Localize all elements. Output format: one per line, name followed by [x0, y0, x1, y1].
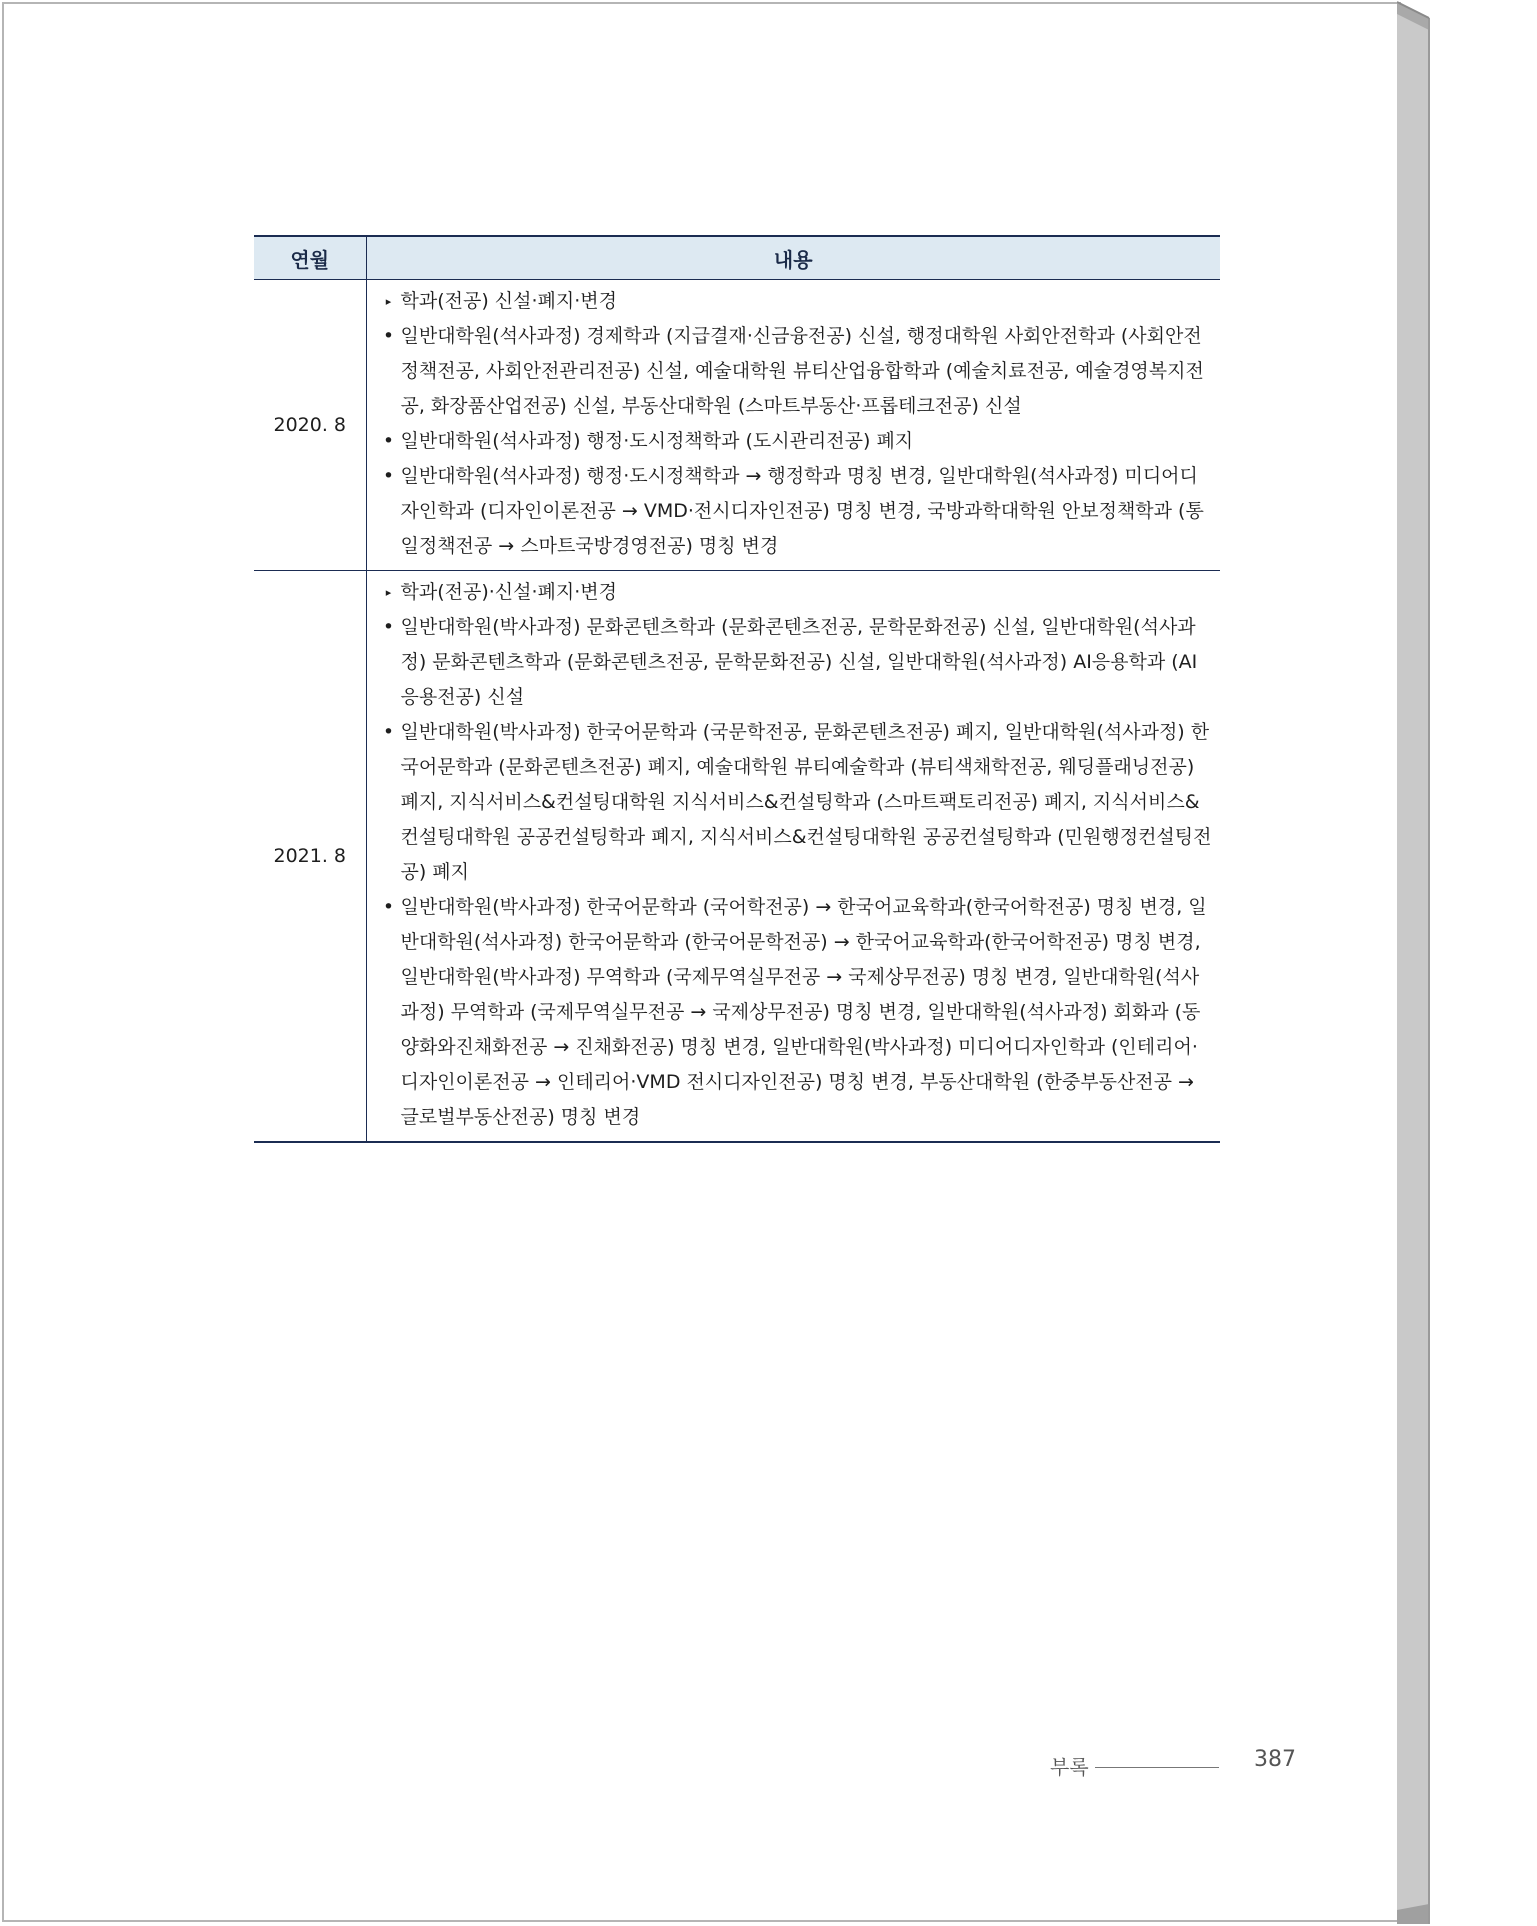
dot-bullet-icon: • [382, 721, 395, 743]
date-cell: 2021. 8 [254, 571, 366, 1143]
table-row [254, 280, 1220, 571]
dot-bullet-icon: • [382, 616, 395, 638]
list-item-text: 학과(전공) 신설·폐지·변경 [400, 290, 617, 312]
list-item [377, 890, 1215, 1135]
table-row [254, 571, 1220, 1143]
dot-bullet-icon: • [382, 465, 395, 487]
dot-bullet-icon: • [382, 896, 395, 918]
history-table-container [254, 235, 1220, 1143]
list-item-text: 일반대학원(박사과정) 한국어문학과 (국문학전공, 문화콘텐츠전공) 폐지, 일반대학원(석사과정) 한국어문학과 (문화콘텐츠전공) 폐지, 예술대학원 뷰티예술학과 (뷰티색채학전공, 웨딩플래닝전공) 폐지, 지식서비스&컨설팅대학원 지식서비스&컨설팅학과 (스마트팩토리전공) 폐지, 지식서비스&컨설팅대학원 공공컨설팅학과 폐지, 지식서비스&컨설팅대학원 공공컨설팅학과 (민원행정컨설팅전공) 폐지 [400, 721, 1212, 883]
date-cell: 2020. 8 [254, 280, 366, 571]
table-body [254, 280, 1220, 1143]
page-stack-edge [1397, 0, 1537, 1926]
list-item-text: 일반대학원(석사과정) 경제학과 (지급결재·신금융전공) 신설, 행정대학원 사회안전학과 (사회안전정책전공, 사회안전관리전공) 신설, 예술대학원 뷰티산업융합학과 (예술치료전공, 예술경영복지전공, 화장품산업전공) 신설, 부동산대학원 (스마트부동산·프롭테크전공) 신설 [400, 325, 1204, 417]
header-content: 내용 [366, 236, 1220, 280]
list-item [377, 575, 1215, 610]
list-item [377, 610, 1215, 715]
list-item-text: 일반대학원(석사과정) 행정·도시정책학과 → 행정학과 명칭 변경, 일반대학원(석사과정) 미디어디자인학과 (디자인이론전공 → VMD·전시디자인전공) 명칭 변경, 국방과학대학원 안보정책학과 (통일정책전공 → 스마트국방경영전공) 명칭 변경 [400, 465, 1204, 557]
list-item [377, 319, 1215, 424]
header-date: 연월 [254, 236, 366, 280]
content-cell [366, 280, 1220, 571]
content-cell [366, 571, 1220, 1143]
header-row [254, 236, 1220, 280]
list-item [377, 459, 1215, 564]
list-item-text: 학과(전공)·신설·폐지·변경 [400, 581, 617, 603]
footer-divider [1095, 1767, 1219, 1768]
history-table [254, 235, 1220, 1143]
list-item [377, 715, 1215, 890]
triangle-bullet-icon: ▸ [385, 586, 392, 599]
footer-section-label: 부록 [1050, 1755, 1089, 1779]
dot-bullet-icon: • [382, 430, 395, 452]
list-item-text: 일반대학원(박사과정) 문화콘텐츠학과 (문화콘텐츠전공, 문학문화전공) 신설, 일반대학원(석사과정) 문화콘텐츠학과 (문화콘텐츠전공, 문학문화전공) 신설, 일반대학원(석사과정) AI응용학과 (AI응용전공) 신설 [400, 616, 1198, 708]
list-item [377, 424, 1215, 459]
list-item [377, 284, 1215, 319]
page-number: 387 [1254, 1747, 1296, 1772]
list-item-text: 일반대학원(석사과정) 행정·도시정책학과 (도시관리전공) 폐지 [400, 430, 914, 452]
list-item-text: 일반대학원(박사과정) 한국어문학과 (국어학전공) → 한국어교육학과(한국어학전공) 명칭 변경, 일반대학원(석사과정) 한국어문학과 (한국어문학전공) → 한국어교육학과(한국어학전공) 명칭 변경, 일반대학원(박사과정) 무역학과 (국제무역실무전공 → 국제상무전공) 명칭 변경, 일반대학원(석사과정) 무역학과 (국제무역실무전공 → 국제상무전공) 명칭 변경, 일반대학원(석사과정) 회화과 (동양화와진채화전공 → 진채화전공) 명칭 변경, 일반대학원(박사과정) 미디어디자인학과 (인테리어·디자인이론전공 → 인테리어·VMD 전시디자인전공) 명칭 변경, 부동산대학원 (한중부동산전공 → 글로벌부동산전공) 명칭 변경 [400, 896, 1207, 1128]
triangle-bullet-icon: ▸ [385, 295, 392, 308]
dot-bullet-icon: • [382, 325, 395, 347]
